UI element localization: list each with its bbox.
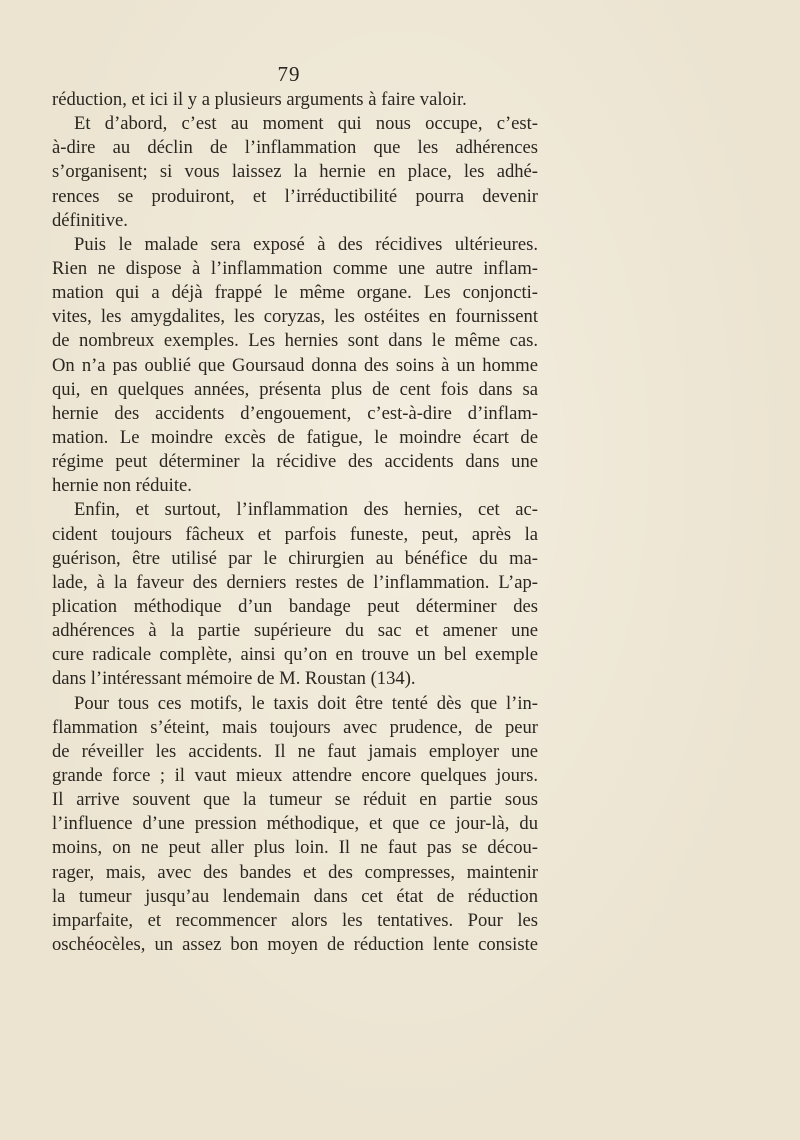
text-line: imparfaite, et recommencer alors les tentatives. Pour les <box>52 909 538 931</box>
text-line: Puis le malade sera exposé à des récidives ultérieures. <box>74 233 538 255</box>
text-line: hernie non réduite. <box>52 475 192 497</box>
text-line: adhérences à la partie supérieure du sac et amener une <box>52 620 538 642</box>
page-number: 79 <box>277 62 301 86</box>
text-line: à-dire au déclin de l’inflammation que les adhérences <box>52 137 538 159</box>
text-line: mation. Le moindre excès de fatigue, le moindre écart de <box>52 426 538 448</box>
text-line: guérison, être utilisé par le chirurgien au bénéfice du ma- <box>52 547 538 569</box>
text-line: On n’a pas oublié que Goursaud donna des soins à un homme <box>52 354 538 376</box>
body-text <box>52 88 538 957</box>
text-line: Et d’abord, c’est au moment qui nous occupe, c’est- <box>74 113 538 135</box>
text-line: vites, les amygdalites, les coryzas, les ostéites en fournissent <box>52 306 538 328</box>
text-line: Rien ne dispose à l’inflammation comme une autre inflam- <box>52 257 538 279</box>
text-line: grande force ; il vaut mieux attendre encore quelques jours. <box>52 764 538 786</box>
text-line: plication méthodique d’un bandage peut déterminer des <box>52 595 538 617</box>
text-line: Enfin, et surtout, l’inflammation des hernies, cet ac- <box>74 499 538 521</box>
text-line: Pour tous ces motifs, le taxis doit être tenté dès que l’in- <box>74 692 538 714</box>
text-line: définitive. <box>52 209 128 231</box>
text-line: moins, on ne peut aller plus loin. Il ne faut pas se décou- <box>52 837 538 859</box>
text-line: l’influence d’une pression méthodique, et que ce jour-là, du <box>52 813 538 835</box>
text-line: mation qui a déjà frappé le même organe. Les conjoncti- <box>52 282 538 304</box>
text-line: cident toujours fâcheux et parfois funeste, peut, après la <box>52 523 538 545</box>
text-line: dans l’intéressant mémoire de M. Roustan (134). <box>52 668 416 690</box>
text-line: flammation s’éteint, mais toujours avec prudence, de peur <box>52 716 538 738</box>
text-line: la tumeur jusqu’au lendemain dans cet état de réduction <box>52 885 538 907</box>
text-line: s’organisent; si vous laissez la hernie en place, les adhé- <box>52 161 538 183</box>
text-line: lade, à la faveur des derniers restes de l’inflammation. L’ap- <box>52 571 538 593</box>
text-line: de réveiller les accidents. Il ne faut jamais employer une <box>52 740 538 762</box>
text-line: cure radicale complète, ainsi qu’on en trouve un bel exemple <box>52 644 538 666</box>
text-line: réduction, et ici il y a plusieurs arguments à faire valoir. <box>52 89 467 110</box>
text-line: qui, en quelques années, présenta plus de cent fois dans sa <box>52 378 538 400</box>
text-line: régime peut déterminer la récidive des accidents dans une <box>52 451 538 473</box>
text-line: rager, mais, avec des bandes et des compresses, maintenir <box>52 861 538 883</box>
text-line: oschéocèles, un assez bon moyen de réduction lente consiste <box>52 933 538 955</box>
text-line: Il arrive souvent que la tumeur se réduit en partie sous <box>52 789 538 811</box>
text-line: de nombreux exemples. Les hernies sont dans le même cas. <box>52 330 538 352</box>
text-line: rences se produiront, et l’irréductibilité pourra devenir <box>52 185 538 207</box>
text-line: hernie des accidents d’engouement, c’est-à-dire d’inflam- <box>52 402 538 424</box>
